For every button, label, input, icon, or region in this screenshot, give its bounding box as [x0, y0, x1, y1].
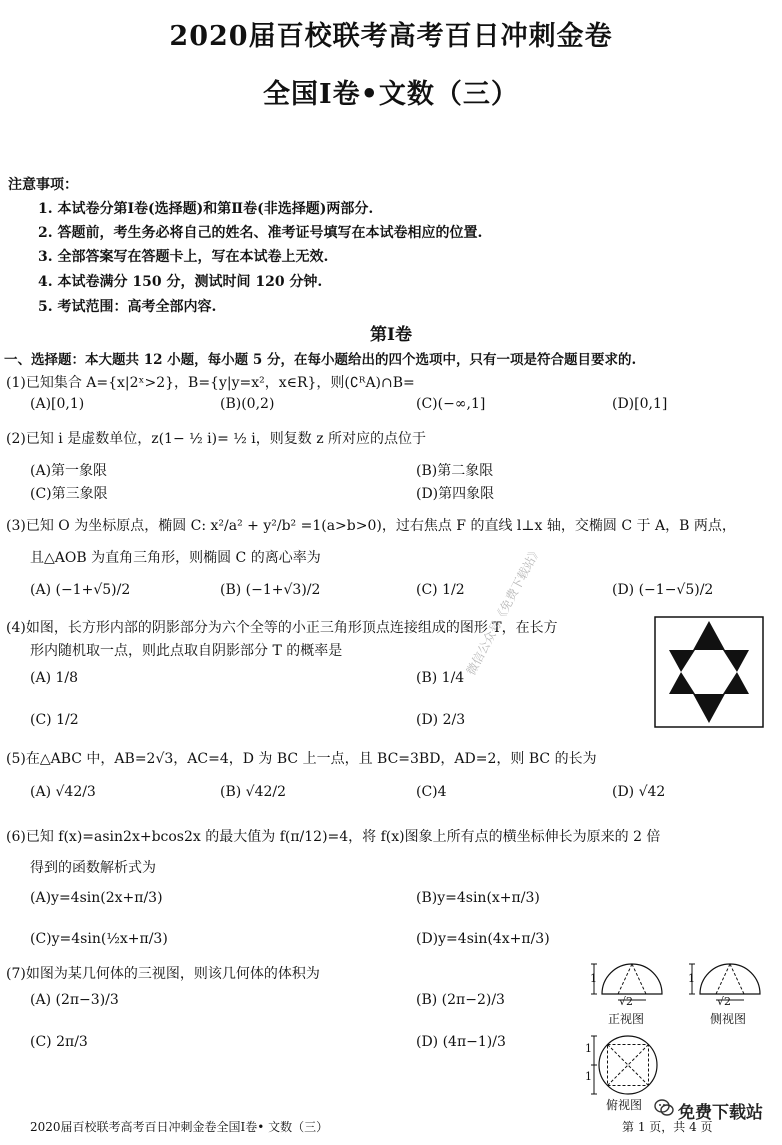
q4-option-c: (C) 1/2	[30, 712, 79, 728]
question-5-stem: (5)在△ABC 中，AB=2√3，AC=4，D 为 BC 上一点，且 BC=3BD，AD=2，则 BC 的长为	[6, 751, 597, 767]
q6-option-d: (D)y=4sin(4x+π/3)	[416, 931, 550, 947]
q6-option-b: (B)y=4sin(x+π/3)	[416, 890, 540, 906]
side-view-dim-sqrt2: √2	[717, 995, 732, 1008]
q7-option-d: (D) (4π−1)/3	[416, 1034, 506, 1050]
q3-option-a: (A) (−1+√5)/2	[30, 582, 131, 598]
q2-option-b: (B)第二象限	[416, 463, 494, 479]
q5-option-a: (A) √42/3	[30, 784, 96, 800]
question-7-stem: (7)如图为某几何体的三视图，则该几何体的体积为	[6, 966, 320, 982]
question-6-stem: (6)已知 f(x)=asin2x+bcos2x 的最大值为 f(π/12)=4，将 f(x)图象上所有点的横坐标伸长为原来的 2 倍	[6, 829, 661, 845]
q7-option-b: (B) (2π−2)/3	[416, 992, 505, 1008]
question-3-stem: (3)已知 O 为坐标原点，椭圆 C: x²/a² + y²/b² =1(a>b>0)，过右焦点 F 的直线 l⊥x 轴，交椭圆 C 于 A，B 两点，	[6, 518, 736, 534]
top-view-dim-one-2: 1	[585, 1070, 592, 1083]
notice-item: 3. 全部答案写在答题卡上，写在本试卷上无效.	[38, 249, 329, 265]
notice-item: 5. 考试范围：高考全部内容.	[38, 299, 217, 315]
q6-option-c: (C)y=4sin(½x+π/3)	[30, 931, 168, 947]
notice-item: 4. 本试卷满分 150 分，测试时间 120 分钟.	[38, 274, 323, 290]
q1-option-b: (B)(0,2)	[220, 396, 275, 412]
side-view-label: 侧视图	[710, 1012, 747, 1026]
q1-option-a: (A)[0,1)	[30, 396, 85, 412]
star-figure	[654, 616, 764, 728]
q7-option-a: (A) (2π−3)/3	[30, 992, 119, 1008]
section-title: 第Ⅰ卷	[370, 325, 412, 345]
side-view-dim-one: 1	[688, 972, 695, 985]
question-4-stem-cont: 形内随机取一点，则此点取自阴影部分 T 的概率是	[30, 643, 343, 659]
page-number: 第 1 页，共 4 页	[622, 1120, 713, 1134]
wechat-icon	[654, 1098, 674, 1118]
notice-item: 1. 本试卷分第Ⅰ卷(选择题)和第Ⅱ卷(非选择题)两部分.	[38, 201, 374, 217]
question-3-stem-cont: 且△AOB 为直角三角形，则椭圆 C 的离心率为	[30, 550, 321, 566]
question-2-stem: (2)已知 i 是虚数单位，z(1− ½ i)= ½ i，则复数 z 所对应的点位于	[6, 431, 427, 447]
footer-title: 2020届百校联考高考百日冲刺金卷全国Ⅰ卷• 文数（三）	[30, 1120, 329, 1134]
question-1-stem: (1)已知集合 A={x|2ˣ>2}，B={y|y=x²，x∈R}，则(∁ᴿA)∩B=	[6, 375, 415, 391]
top-view-dim-one: 1	[585, 1042, 592, 1055]
q5-option-d: (D) √42	[612, 784, 666, 800]
q4-option-b: (B) 1/4	[416, 670, 465, 686]
top-view-figure	[588, 1032, 658, 1098]
q4-option-d: (D) 2/3	[416, 712, 466, 728]
watermark-text: 微信公众号《免费下载站》	[463, 543, 544, 678]
q7-option-c: (C) 2π/3	[30, 1034, 88, 1050]
q6-option-a: (A)y=4sin(2x+π/3)	[30, 890, 163, 906]
question-6-stem-cont: 得到的函数解析式为	[30, 860, 156, 876]
question-4-stem: (4)如图，长方形内部的阴影部分为六个全等的小正三角形顶点连接组成的图形 T，在长方	[6, 620, 558, 636]
notice-heading: 注意事项：	[8, 177, 78, 193]
q5-option-c: (C)4	[416, 784, 447, 800]
part-heading: 一、选择题：本大题共 12 小题，每小题 5 分，在每小题给出的四个选项中，只有一项是符合题目要求的.	[4, 352, 637, 368]
q3-option-b: (B) (−1+√3)/2	[220, 582, 321, 598]
notice-item: 2. 答题前，考生务必将自己的姓名、准考证号填写在本试卷相应的位置.	[38, 225, 483, 241]
q1-option-c: (C)(−∞,1]	[416, 396, 486, 412]
top-view-label: 俯视图	[606, 1098, 643, 1112]
q4-option-a: (A) 1/8	[30, 670, 79, 686]
brand-name: 免费下载站	[678, 1103, 763, 1123]
paper-title: 2020届百校联考高考百日冲刺金卷	[169, 21, 613, 52]
front-view-label: 正视图	[608, 1012, 645, 1026]
front-view-dim-sqrt2: √2	[619, 995, 634, 1008]
q2-option-d: (D)第四象限	[416, 486, 495, 502]
q3-option-d: (D) (−1−√5)/2	[612, 582, 714, 598]
paper-subtitle: 全国Ⅰ卷•文数（三）	[263, 79, 519, 110]
q5-option-b: (B) √42/2	[220, 784, 287, 800]
q3-option-c: (C) 1/2	[416, 582, 465, 598]
front-view-dim-one: 1	[590, 972, 597, 985]
q2-option-c: (C)第三象限	[30, 486, 108, 502]
q1-option-d: (D)[0,1]	[612, 396, 668, 412]
q2-option-a: (A)第一象限	[30, 463, 108, 479]
